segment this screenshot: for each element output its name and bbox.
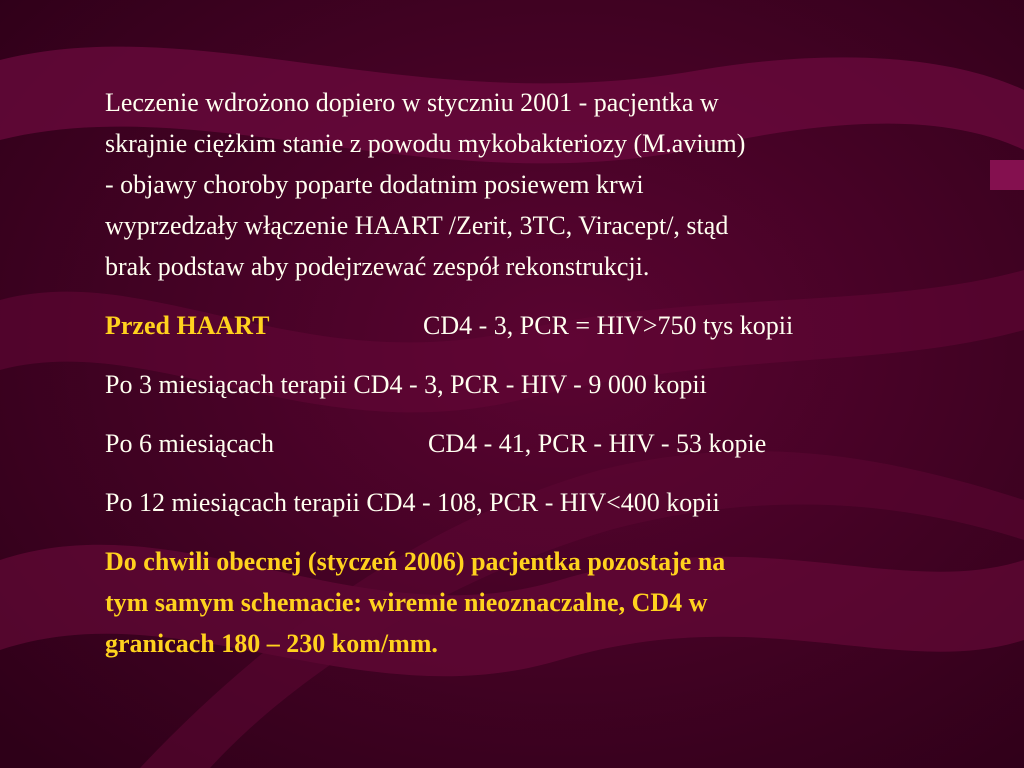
after-6-months-value: CD4 - 41, PCR - HIV - 53 kopie xyxy=(428,429,767,458)
after-12-months-row xyxy=(105,482,965,523)
intro-line: - objawy choroby poparte dodatnim posiewem krwi xyxy=(105,170,644,199)
intro-line: wyprzedzały włączenie HAART /Zerit, 3TC, Viracept/, stąd xyxy=(105,211,729,240)
after-6-months-label: Po 6 miesiącach xyxy=(105,429,274,458)
current-status-line: Do chwili obecnej (styczeń 2006) pacjentka pozostaje na xyxy=(105,547,726,576)
after-3-months-row xyxy=(105,364,965,405)
after-12-months-text: Po 12 miesiącach terapii CD4 - 108, PCR - HIV<400 kopii xyxy=(105,488,720,517)
current-status-line: tym samym schemacie: wiremie nieoznaczalne, CD4 w xyxy=(105,588,708,617)
before-haart-value: CD4 - 3, PCR = HIV>750 tys kopii xyxy=(423,311,794,340)
intro-line: Leczenie wdrożono dopiero w styczniu 2001 - pacjentka w xyxy=(105,88,719,117)
intro-line: skrajnie ciężkim stanie z powodu mykobakteriozy (M.avium) xyxy=(105,129,746,158)
intro-line: brak podstaw aby podejrzewać zespół rekonstrukcji. xyxy=(105,252,650,281)
before-haart-row xyxy=(105,305,965,346)
intro-paragraph xyxy=(105,82,965,287)
current-status-paragraph xyxy=(105,541,965,664)
current-status-line: granicach 180 – 230 kom/mm. xyxy=(105,629,438,658)
after-3-months-text: Po 3 miesiącach terapii CD4 - 3, PCR - HIV - 9 000 kopii xyxy=(105,370,707,399)
slide-content xyxy=(105,82,965,682)
before-haart-label: Przed HAART xyxy=(105,311,270,340)
after-6-months-row xyxy=(105,423,965,464)
